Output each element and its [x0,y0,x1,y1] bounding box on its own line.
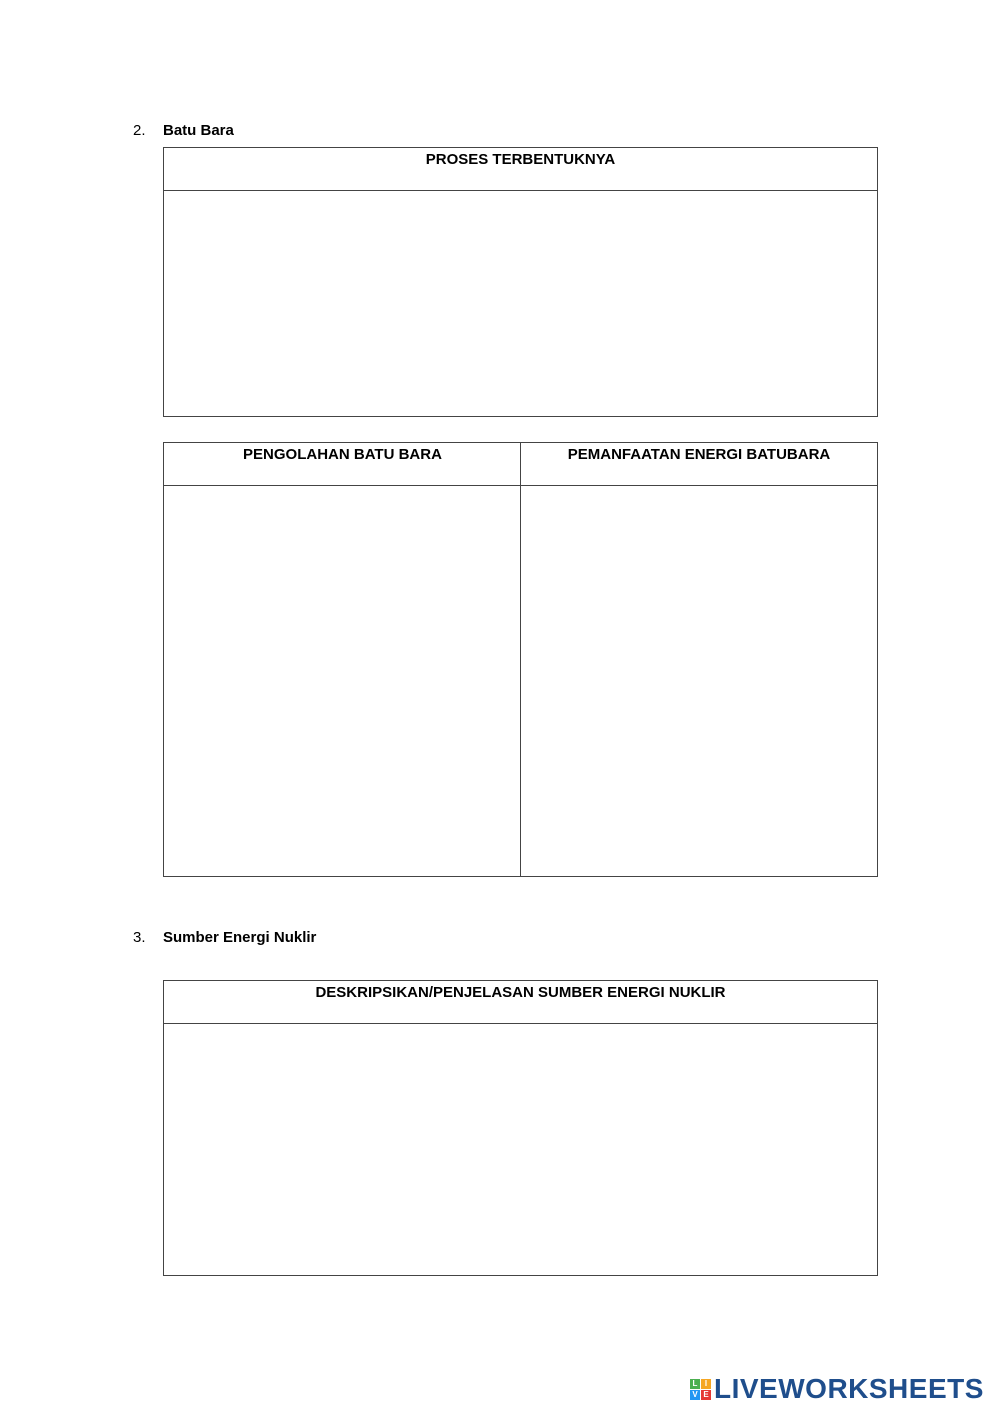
nuclear-table [163,980,878,1276]
section-2-heading [133,122,234,139]
section-number: 2. [133,122,146,139]
nuclear-answer-area[interactable] [164,1024,877,1275]
utilization-answer-area[interactable] [522,486,877,876]
process-table [163,147,878,417]
processing-answer-area[interactable] [164,486,519,876]
utilization-header: PEMANFAATAN ENERGI BATUBARA [521,443,877,486]
logo-mark-letter: V [690,1390,700,1400]
nuclear-table-header: DESKRIPSIKAN/PENJELASAN SUMBER ENERGI NUKLIR [164,981,877,1024]
process-answer-area[interactable] [164,191,877,416]
column-divider [520,443,521,876]
section-3-heading [133,929,316,946]
processing-header: PENGOLAHAN BATU BARA [164,443,521,486]
coal-table [163,442,878,877]
logo-mark-letter: E [701,1390,711,1400]
process-table-header: PROSES TERBENTUKNYA [164,148,877,191]
logo-mark-letter: I [701,1379,711,1389]
section-title: Sumber Energi Nuklir [163,929,317,946]
logo-text: LIVEWORKSHEETS [714,1373,984,1404]
section-title: Batu Bara [163,122,234,139]
liveworksheets-logo [690,1373,984,1405]
section-number: 3. [133,929,146,946]
logo-mark-icon [690,1379,711,1400]
logo-mark-letter: L [690,1379,700,1389]
